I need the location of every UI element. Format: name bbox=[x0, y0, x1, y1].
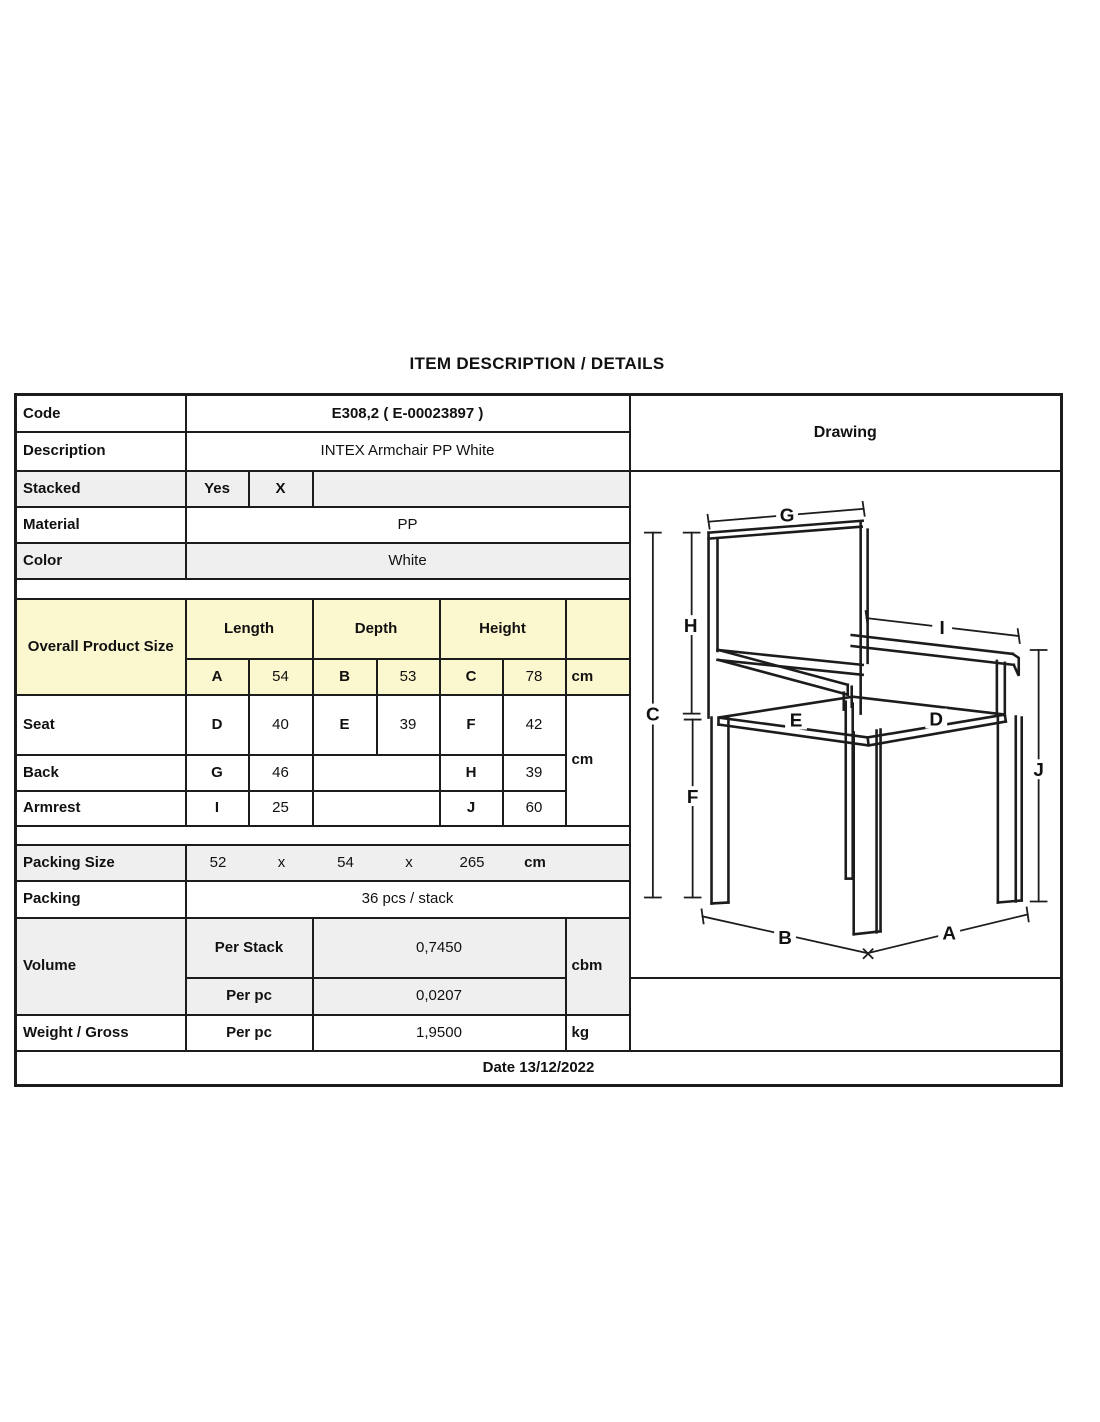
chair-drawing bbox=[631, 472, 1061, 977]
color-value: White bbox=[186, 543, 630, 579]
size-header: Overall Product Size bbox=[16, 599, 186, 695]
depth-header: Depth bbox=[313, 599, 440, 659]
armrest-height-key: J bbox=[440, 791, 503, 826]
weight-label: Weight / Gross bbox=[16, 1015, 186, 1051]
dim-label-d: D bbox=[928, 709, 943, 731]
dim-label-j: J bbox=[1032, 759, 1044, 781]
code-label: Code bbox=[16, 395, 186, 432]
row-weight bbox=[16, 1015, 1062, 1051]
back-length-value: 46 bbox=[249, 755, 313, 791]
packing-size-x1: x bbox=[277, 853, 286, 871]
description-value: INTEX Armchair PP White bbox=[186, 432, 630, 471]
stacked-mark: X bbox=[249, 471, 313, 507]
armrest-length-key: I bbox=[186, 791, 249, 826]
seat-depth-value: 39 bbox=[377, 695, 440, 755]
armrest-depth-empty bbox=[313, 791, 440, 826]
back-length-key: G bbox=[186, 755, 249, 791]
packing-size-grid bbox=[187, 854, 629, 871]
row-code bbox=[16, 395, 1062, 432]
dim-label-b: B bbox=[777, 927, 792, 949]
packing-size-values bbox=[186, 845, 630, 881]
size-header-empty bbox=[566, 599, 630, 659]
volume-unit: cbm bbox=[566, 918, 630, 1015]
overall-depth-value: 53 bbox=[377, 659, 440, 695]
seat-length-value: 40 bbox=[249, 695, 313, 755]
overall-depth-key: B bbox=[313, 659, 377, 695]
dim-label-g: G bbox=[779, 505, 794, 527]
back-depth-empty bbox=[313, 755, 440, 791]
overall-length-value: 54 bbox=[249, 659, 313, 695]
material-label: Material bbox=[16, 507, 186, 543]
drawing-panel bbox=[630, 471, 1062, 978]
material-value: PP bbox=[186, 507, 630, 543]
packing-label: Packing bbox=[16, 881, 186, 918]
seat-label: Seat bbox=[16, 695, 186, 755]
seat-length-key: D bbox=[186, 695, 249, 755]
spacer bbox=[16, 579, 630, 599]
height-header: Height bbox=[440, 599, 566, 659]
packing-value: 36 pcs / stack bbox=[186, 881, 630, 918]
volume-per-stack-label: Per Stack bbox=[186, 918, 313, 978]
date-value: Date 13/12/2022 bbox=[16, 1051, 1062, 1086]
stacked-label: Stacked bbox=[16, 471, 186, 507]
volume-per-stack-value: 0,7450 bbox=[313, 918, 566, 978]
overall-height-key: C bbox=[440, 659, 503, 695]
seat-depth-key: E bbox=[313, 695, 377, 755]
weight-value: 1,9500 bbox=[313, 1015, 566, 1051]
row-stacked bbox=[16, 471, 1062, 507]
packing-size-w: 52 bbox=[209, 853, 227, 871]
code-value: E308,2 ( E-00023897 ) bbox=[186, 395, 630, 432]
back-height-value: 39 bbox=[503, 755, 566, 791]
armrest-length-value: 25 bbox=[249, 791, 313, 826]
description-label: Description bbox=[16, 432, 186, 471]
back-label: Back bbox=[16, 755, 186, 791]
length-header: Length bbox=[186, 599, 313, 659]
overall-length-key: A bbox=[186, 659, 249, 695]
spacer bbox=[16, 826, 630, 845]
volume-per-pc-value: 0,0207 bbox=[313, 978, 566, 1015]
packing-size-h: 265 bbox=[459, 853, 485, 871]
stacked-empty bbox=[313, 471, 630, 507]
dim-label-i: I bbox=[939, 617, 945, 639]
packing-size-unit: cm bbox=[524, 853, 546, 871]
back-height-key: H bbox=[440, 755, 503, 791]
packing-size-label: Packing Size bbox=[16, 845, 186, 881]
seat-height-value: 42 bbox=[503, 695, 566, 755]
overall-height-value: 78 bbox=[503, 659, 566, 695]
armrest-label: Armrest bbox=[16, 791, 186, 826]
armrest-height-value: 60 bbox=[503, 791, 566, 826]
stacked-yes: Yes bbox=[186, 471, 249, 507]
spec-table bbox=[14, 393, 1063, 1087]
volume-label: Volume bbox=[16, 918, 186, 1015]
dim-label-e: E bbox=[789, 710, 802, 732]
dim-label-f: F bbox=[686, 786, 698, 808]
overall-unit: cm bbox=[566, 659, 630, 695]
row-date bbox=[16, 1051, 1062, 1086]
weight-per-pc-label: Per pc bbox=[186, 1015, 313, 1051]
chair-outline bbox=[708, 520, 1021, 934]
packing-size-d: 54 bbox=[337, 853, 354, 871]
volume-per-pc-label: Per pc bbox=[186, 978, 313, 1015]
dim-label-a: A bbox=[941, 922, 956, 944]
weight-unit: kg bbox=[566, 1015, 630, 1051]
dim-label-h: H bbox=[683, 615, 697, 637]
size-span-unit: cm bbox=[566, 695, 630, 826]
page-title: ITEM DESCRIPTION / DETAILS bbox=[409, 354, 665, 373]
drawing-header: Drawing bbox=[630, 395, 1062, 471]
packing-size-x2: x bbox=[405, 853, 413, 871]
color-label: Color bbox=[16, 543, 186, 579]
seat-height-key: F bbox=[440, 695, 503, 755]
dim-label-c: C bbox=[645, 704, 660, 726]
